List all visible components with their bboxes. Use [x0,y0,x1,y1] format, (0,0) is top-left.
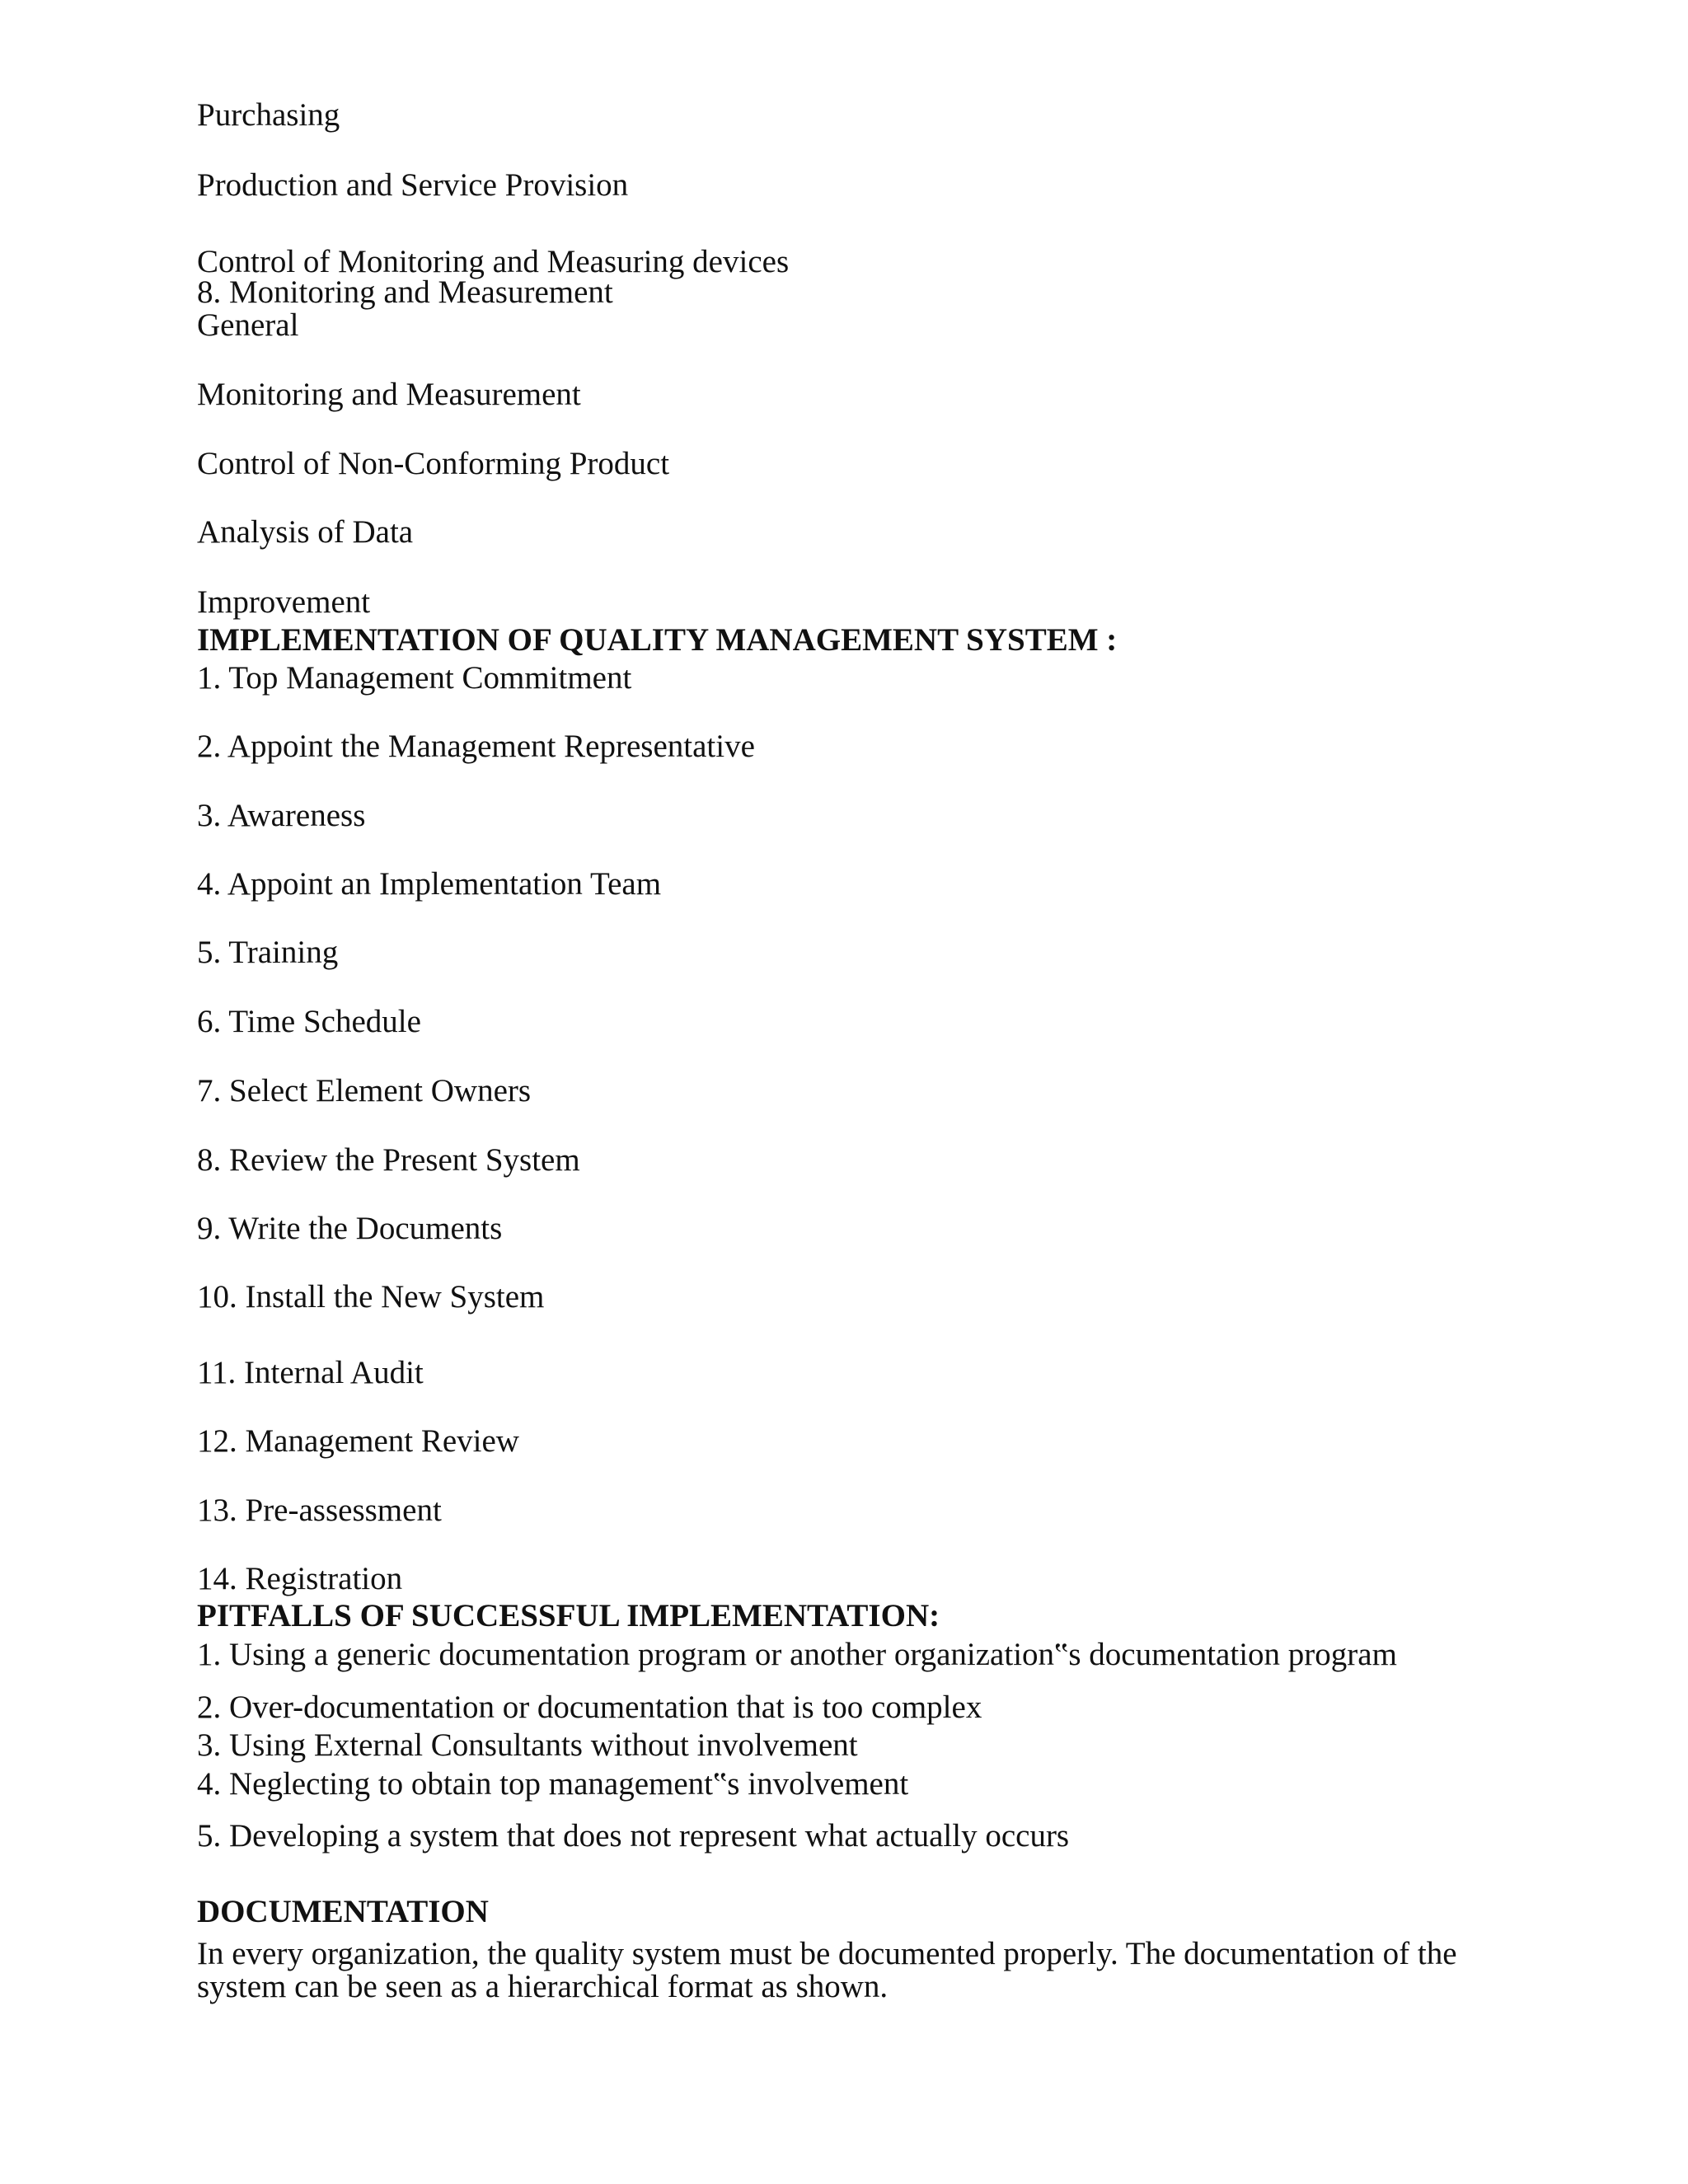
implementation-step: 10. Install the New System [197,1279,545,1315]
list-item-control-monitoring: Control of Monitoring and Measuring devices [197,244,790,279]
implementation-step: 12. Management Review [197,1423,519,1459]
section-8-title: 8. Monitoring and Measurement [197,274,613,310]
implementation-step: 6. Time Schedule [197,1004,421,1039]
implementation-step: 14. Registration [197,1561,403,1596]
list-item-nonconforming: Control of Non-Conforming Product [197,446,670,481]
list-item-purchasing: Purchasing [197,97,340,133]
implementation-step: 11. Internal Audit [197,1355,424,1390]
implementation-step: 5. Training [197,935,339,970]
list-item-improvement: Improvement [197,584,371,620]
implementation-step: 7. Select Element Owners [197,1073,532,1108]
implementation-step: 1. Top Management Commitment [197,660,632,696]
implementation-step: 3. Awareness [197,798,366,833]
pitfall-item: 4. Neglecting to obtain top management‟s involvement [197,1766,909,1802]
list-item-monitoring-measurement: Monitoring and Measurement [197,377,581,412]
list-item-analysis: Analysis of Data [197,514,414,550]
list-item-general: General [197,307,299,343]
list-item-production: Production and Service Provision [197,167,629,203]
implementation-heading: IMPLEMENTATION OF QUALITY MANAGEMENT SYSTEM : [197,622,1118,658]
documentation-paragraph: In every organization, the quality system must be documented properly. The documentation of the system can be seen as a hierarchical format as shown. [197,1936,1457,2004]
implementation-step: 13. Pre-assessment [197,1493,442,1528]
implementation-step: 9. Write the Documents [197,1211,503,1246]
implementation-step: 2. Appoint the Management Representative [197,729,755,764]
pitfalls-heading: PITFALLS OF SUCCESSFUL IMPLEMENTATION: [197,1598,940,1633]
pitfall-item: 3. Using External Consultants without involvement [197,1727,858,1763]
pitfall-item: 1. Using a generic documentation program or another organization‟s documentation program [197,1637,1397,1672]
implementation-step: 4. Appoint an Implementation Team [197,866,662,902]
documentation-heading: DOCUMENTATION [197,1894,489,1929]
pitfall-item: 2. Over-documentation or documentation that is too complex [197,1690,982,1725]
pitfall-item: 5. Developing a system that does not represent what actually occurs [197,1818,1070,1854]
implementation-step: 8. Review the Present System [197,1142,580,1178]
